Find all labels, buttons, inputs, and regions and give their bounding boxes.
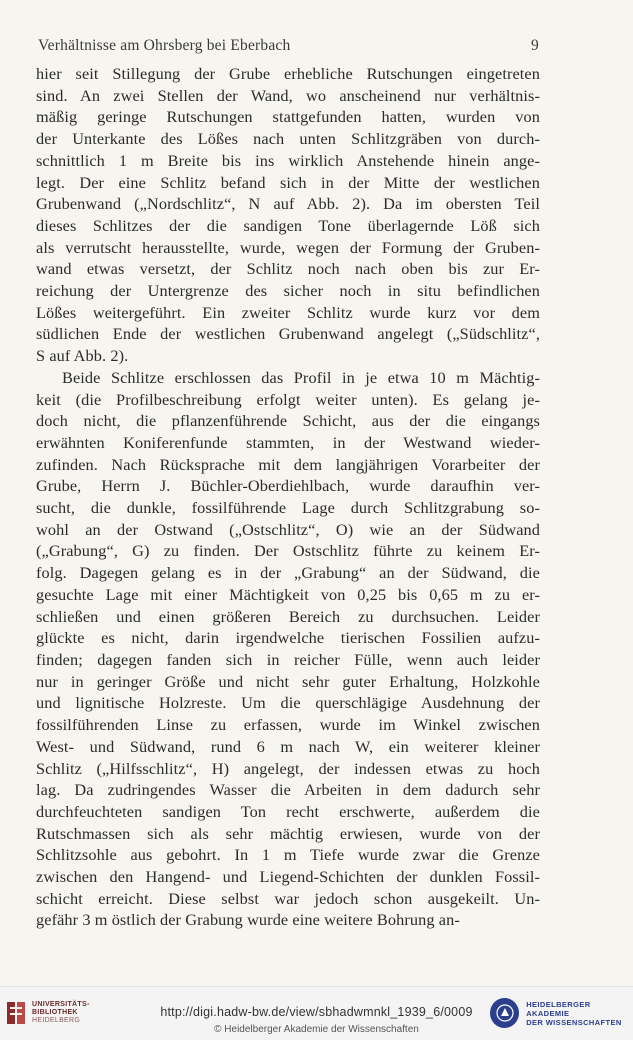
text-line: nur in geringer Größe und nicht sehr guter Erhaltung, Holzkohle xyxy=(36,671,540,691)
text-line: („Grabung“, G) zu finden. Der Ostschlitz führte zu keinem Er- xyxy=(36,541,540,561)
text-line: folg. Dagegen gelang es in der „Grabung“ an der Südwand, die xyxy=(36,563,540,583)
text-line: Rutschmassen sich als sehr mächtig erwiesen, wurde von der xyxy=(36,823,540,843)
paragraph xyxy=(36,63,540,367)
text-line: zufinden. Nach Rücksprache mit dem langjährigen Vorarbeiter der xyxy=(36,454,540,474)
text-line: Schlitzsohle aus gebohrt. In 1 m Tiefe wurde zwar die Grenze xyxy=(36,845,540,865)
text-line: Lößes weitergeführt. Ein zweiter Schlitz wurde kurz vor dem xyxy=(36,302,540,322)
text-line: schnittlich 1 m Breite bis ins wirklich Anstehende hinein ange- xyxy=(36,150,540,170)
text-line: Grubenwand („Nordschlitz“, N auf Abb. 2). Da im obersten Teil xyxy=(36,194,540,214)
text-line: schicht erreicht. Diese selbst war jedoch schon ausgekeilt. Un- xyxy=(36,888,540,908)
academy-seal-icon xyxy=(490,998,519,1028)
body-text xyxy=(36,63,540,931)
text-line: schließen und einen größeren Bereich zu durchsuchen. Leider xyxy=(36,606,540,626)
text-line: lag. Da zudringendes Wasser die Arbeiten in dem dadurch sehr xyxy=(36,780,540,800)
text-line: gefähr 3 m östlich der Grabung wurde eine weitere Bohrung an- xyxy=(36,910,460,930)
text-line: als verrutscht herausstellte, wurde, wegen der Formung der Gruben- xyxy=(36,237,540,257)
paragraph xyxy=(36,367,540,931)
text-line: doch nicht, die pflanzenführende Schicht, aus der die eingangs xyxy=(36,411,540,431)
text-line: dieses Schlitzes der die sandigen Tone überlagernde Löß sich xyxy=(36,215,540,235)
academy-logo-text: HEIDELBERGER AKADEMIE DER WISSENSCHAFTEN xyxy=(526,999,622,1027)
library-logo-text: UNIVERSITÄTS- BIBLIOTHEK HEIDELBERG xyxy=(32,1001,90,1024)
page-number: 9 xyxy=(531,37,539,54)
text-line: legt. Der eine Schlitz befand sich in der Mitte der westlichen xyxy=(36,172,540,192)
text-line: Grube, Herrn J. Büchler-Oberdiehlbach, wurde daraufhin ver- xyxy=(36,476,540,496)
text-line: glückte es nicht, darin irgendwelche tierischen Fossilien aufzu- xyxy=(36,628,540,648)
text-line: fossilführenden Linse zu erfassen, wurde im Winkel zwischen xyxy=(36,715,540,735)
permalink-url[interactable]: http://digi.hadw-bw.de/view/sbhadwmnkl_1939_6/0009 xyxy=(160,1005,473,1019)
text-line: sucht, die dunkle, fossilführende Lage durch Schlitzgrabung so- xyxy=(36,498,540,518)
text-line: keit (die Profilbeschreibung erfolgt weiter unten). Es gelang je- xyxy=(36,389,540,409)
text-line: S auf Abb. 2). xyxy=(36,346,129,366)
text-line: zwischen den Hangend- und Liegend-Schichten der dunklen Fossil- xyxy=(36,867,540,887)
text-line: West- und Südwand, rund 6 m nach W, ein weiterer kleiner xyxy=(36,736,540,756)
text-line: der Unterkante des Lößes nach unten Schlitzgräben von durch- xyxy=(36,129,540,149)
page-header xyxy=(38,37,539,55)
text-line: sind. An zwei Stellen der Wand, wo anscheinend nur verhältnis- xyxy=(36,85,540,105)
text-line: Beide Schlitze erschlossen das Profil in je etwa 10 m Mächtig- xyxy=(62,367,540,387)
text-line: wohl an der Ostwand („Ostschlitz“, O) wie an der Südwand xyxy=(36,519,540,539)
text-line: gesuchte Lage mit einer Mächtigkeit von 0,25 bis 0,65 m zu er- xyxy=(36,584,540,604)
running-title: Verhältnisse am Ohrsberg bei Eberbach xyxy=(38,37,291,54)
copyright-notice: © Heidelberger Akademie der Wissenschaften xyxy=(214,1024,419,1035)
footer xyxy=(0,986,633,1040)
text-line: erwähnten Koniferenfunde stammten, in der Westwand wieder- xyxy=(36,432,540,452)
text-line: südlichen Ende der westlichen Grubenwand angelegt („Südschlitz“, xyxy=(36,324,540,344)
text-line: Schlitz („Hilfsschlitz“, H) angelegt, der indessen etwas zu hoch xyxy=(36,758,540,778)
text-line: und lignitische Holzreste. Um die querschlägige Ausdehnung der xyxy=(36,693,540,713)
text-line: durchfeuchteten sandigen Ton recht erschwerte, außerdem die xyxy=(36,801,540,821)
text-line: wand etwas versetzt, der Schlitz noch nach oben bis zur Er- xyxy=(36,259,540,279)
academy-logo[interactable] xyxy=(490,998,633,1028)
text-line: hier seit Stillegung der Grube erhebliche Rutschungen eingetreten xyxy=(36,64,540,83)
text-line: finden; dagegen fanden sich in reicher Fülle, wenn auch leider xyxy=(36,649,540,669)
text-line: reichung der Untergrenze des sicher noch in situ befindlichen xyxy=(36,281,540,301)
text-line: mäßig geringe Rutschungen stattgefunden hatten, wurden von xyxy=(36,107,540,127)
